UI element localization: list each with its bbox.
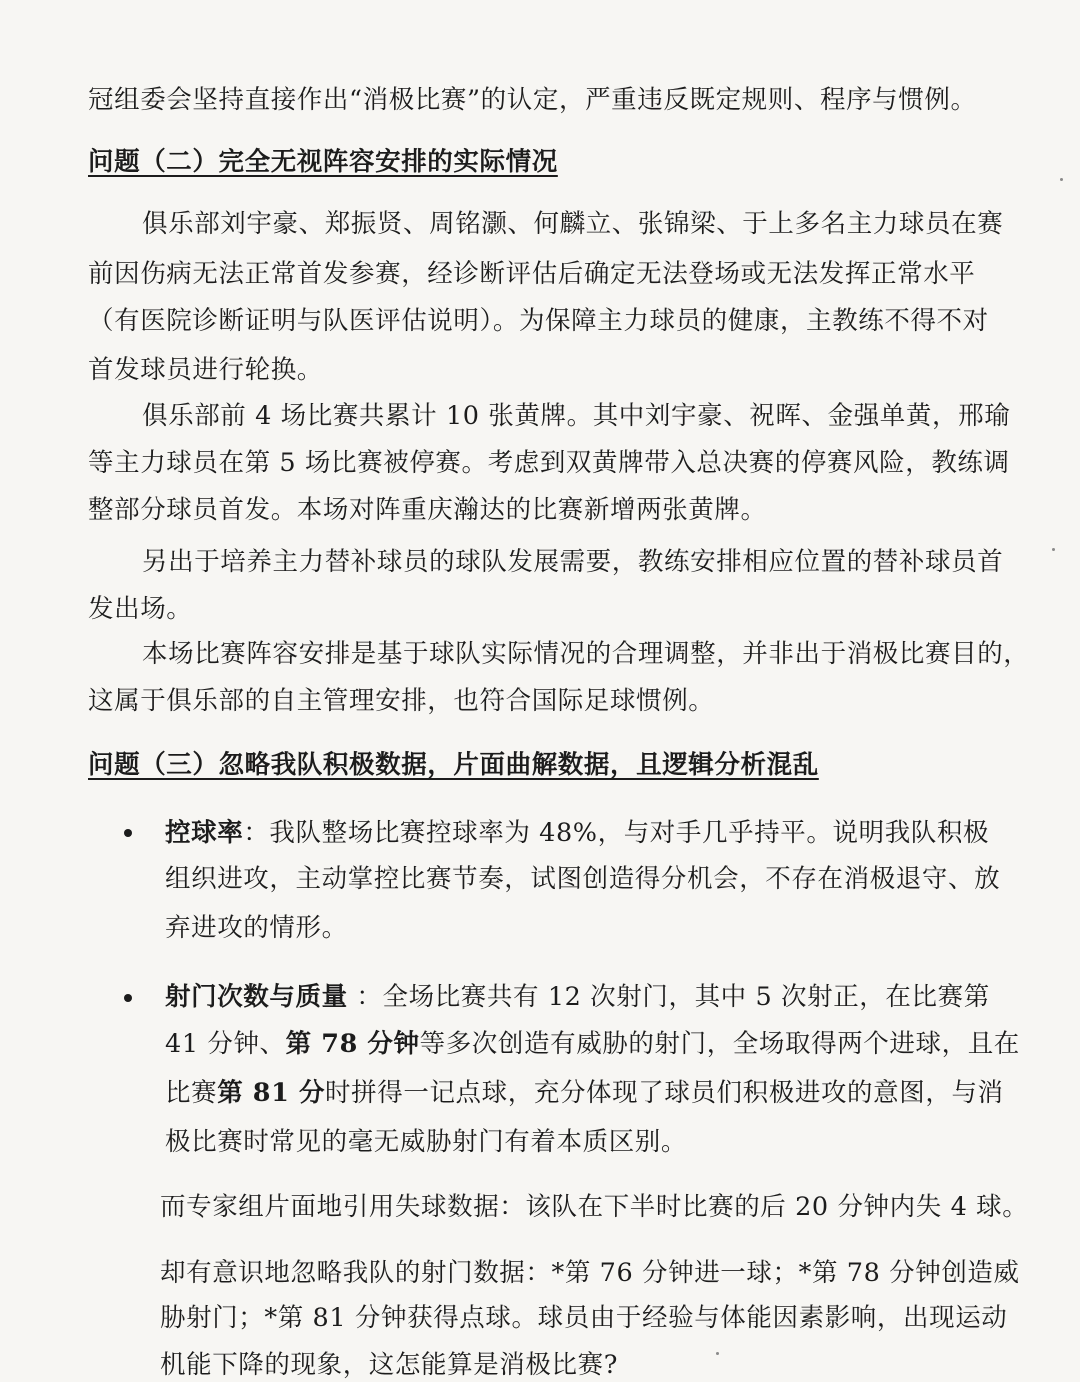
bullet-2-line-3 [165,1076,1004,1110]
scan-speck [1052,548,1055,551]
paragraph-3-line-1: 另出于培养主力替补球员的球队发展需要，教练安排相应位置的替补球员首 [142,547,1004,577]
paragraph-6-line-3: 机能下降的现象，这怎能算是消极比赛? [160,1350,618,1380]
bullet-1-line-1 [165,816,989,850]
bullet-1-line-2: 组织进攻，主动掌控比赛节奏，试图创造得分机会，不存在消极退守、放 [165,864,1001,894]
paragraph-3-line-2: 发出场。 [88,594,193,624]
paragraph-5: 而专家组片面地引用失球数据：该队在下半时比赛的后 20 分钟内失 4 球。 [160,1192,1029,1222]
bullet-1-text: ：我队整场比赛控球率为 48%，与对手几乎持平。说明我队积极 [243,818,990,848]
paragraph-6-line-2: 胁射门；*第 81 分钟获得点球。球员由于经验与体能因素影响，出现运动 [160,1303,1008,1333]
bullet-1-line-3: 弃进攻的情形。 [165,913,348,943]
paragraph-4-line-1: 本场比赛阵容安排是基于球队实际情况的合理调整，并非出于消极比赛目的， [142,639,1030,669]
bullet-2-line-3-part-2: 时拼得一记点球，充分体现了球员们积极进攻的意图，与消 [325,1078,1004,1108]
bullet-2-label: 射门次数与质量 [165,982,348,1012]
section-heading-3: 问题（三）忽略我队积极数据，片面曲解数据，且逻辑分析混乱 [88,750,819,780]
bullet-2-line-2-part-1: 41 分钟、 [165,1029,286,1059]
scan-speck [1060,178,1063,181]
bullet-2-line-2 [165,1027,1020,1061]
bullet-2-line-2-part-2: 等多次创造有威胁的射门，全场取得两个进球，且在 [419,1029,1020,1059]
paragraph-2-line-1: 俱乐部前 4 场比赛共累计 10 张黄牌。其中刘宇豪、祝晖、金强单黄，邢瑜 [142,401,1011,431]
bullet-dot [124,994,132,1002]
text-line-intro: 冠组委会坚持直接作出“消极比赛”的认定，严重违反既定规则、程序与惯例。 [88,85,977,115]
bullet-2-line-3-bold: 第 81 分 [217,1078,326,1108]
bullet-2-line-1 [165,980,990,1014]
bullet-2-text: ：全场比赛共有 12 次射门，其中 5 次射正，在比赛第 [347,982,990,1012]
bullet-dot [124,829,132,837]
bullet-2-line-2-bold: 第 78 分钟 [285,1029,420,1059]
bullet-2-line-4: 极比赛时常见的毫无威胁射门有着本质区别。 [165,1127,688,1157]
paragraph-1-line-3: （有医院诊断证明与队医评估说明）。为保障主力球员的健康，主教练不得不对 [88,306,989,336]
paragraph-2-line-3: 整部分球员首发。本场对阵重庆瀚达的比赛新增两张黄牌。 [88,495,767,525]
paragraph-1-line-1: 俱乐部刘宇豪、郑振贤、周铭灏、何麟立、张锦梁、于上多名主力球员在赛 [142,209,1004,239]
paragraph-1-line-2: 前因伤病无法正常首发参赛，经诊断评估后确定无法登场或无法发挥正常水平 [88,259,976,289]
bullet-2-line-3-part-1: 比赛 [165,1078,218,1108]
bullet-1-label: 控球率 [165,818,244,848]
section-heading-2: 问题（二）完全无视阵容安排的实际情况 [88,147,558,177]
scan-speck [716,1352,719,1355]
paragraph-1-line-4: 首发球员进行轮换。 [88,355,323,385]
paragraph-4-line-2: 这属于俱乐部的自主管理安排，也符合国际足球惯例。 [88,686,715,716]
paragraph-2-line-2: 等主力球员在第 5 场比赛被停赛。考虑到双黄牌带入总决赛的停赛风险，教练调 [88,448,1010,478]
paragraph-6-line-1: 却有意识地忽略我队的射门数据：*第 76 分钟进一球；*第 78 分钟创造威 [160,1258,1020,1288]
